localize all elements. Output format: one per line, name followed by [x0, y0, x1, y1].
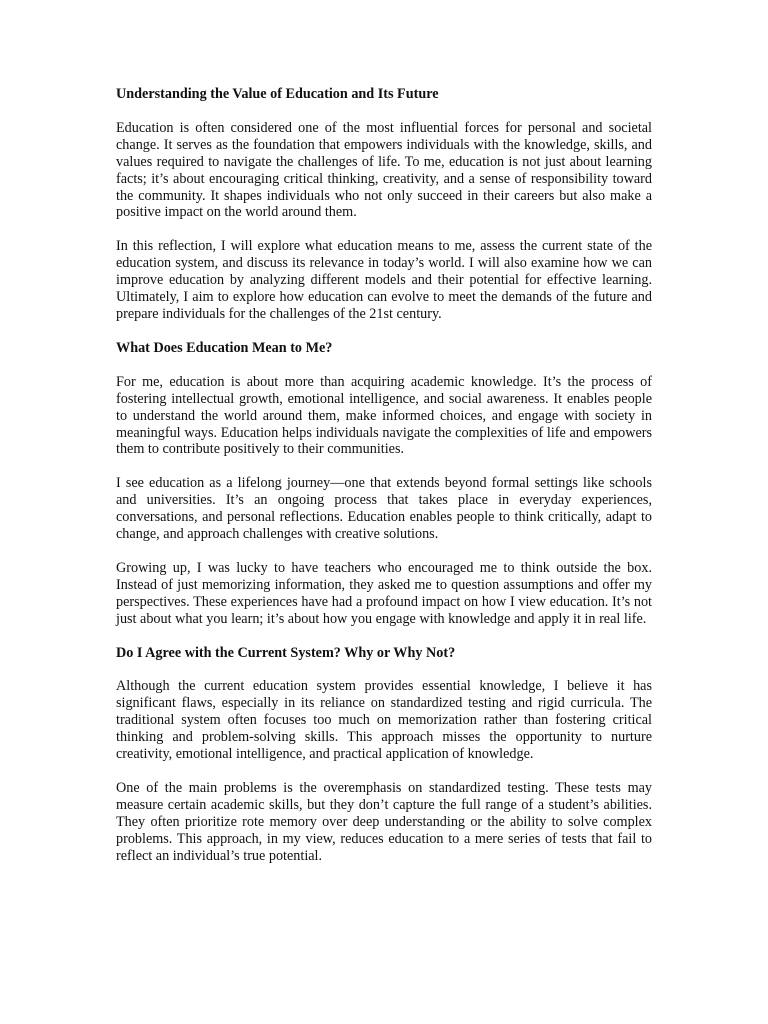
section2-paragraph-1: Although the current education system provides essential knowledge, I believe it has significant flaws, especially in its reliance on standardized testing and rigid curricula. The traditional system often focuses too much on memorization rather than fostering critical thinking and problem-solving skills. This approach misses the opportunity to nurture creativity, emotional intelligence, and practical application of knowledge. — [116, 678, 652, 763]
section2-paragraph-2: One of the main problems is the overemphasis on standardized testing. These tests may measure certain academic skills, but they don’t capture the full range of a student’s abilities. They often prioritize rote memory over deep understanding or the ability to solve complex problems. This approach, in my view, reduces education to a mere series of tests that fail to reflect an individual’s true potential. — [116, 780, 652, 864]
section1-paragraph-3: Growing up, I was lucky to have teachers who encouraged me to think outside the box. Instead of just memorizing information, they asked me to question assumptions and offer my perspectives. These experiences have had a profound impact on how I view education. It’s not just about what you learn; it’s about how you engage with knowledge and apply it in real life. — [116, 559, 652, 627]
document-title: Understanding the Value of Education and Its Future — [116, 86, 439, 102]
section1-paragraph-2: I see education as a lifelong journey—one that extends beyond formal settings like schools and universities. It’s an ongoing process that takes place in everyday experiences, conversations, and personal reflections. Education enables people to think critically, adapt to change, and approach challenges with creative solutions. — [116, 475, 652, 543]
document-page — [116, 86, 652, 882]
intro-paragraph-2: In this reflection, I will explore what education means to me, assess the current state of the education system, and discuss its relevance in today’s world. I will also examine how we can improve education by analyzing different models and their potential for effective learning. Ultimately, I aim to explore how education can evolve to meet the demands of the future and prepare individuals for the challenges of the 21st century. — [116, 238, 652, 322]
section-heading-current-system: Do I Agree with the Current System? Why or Why Not? — [116, 644, 456, 661]
section1-paragraph-1: For me, education is about more than acquiring academic knowledge. It’s the process of fostering intellectual growth, emotional intelligence, and social awareness. It enables people to understand the world around them, make informed choices, and engage with society in meaningful ways. Education helps individuals navigate the complexities of life and empowers them to contribute positively to their communities. — [116, 373, 652, 458]
section-heading-meaning: What Does Education Mean to Me? — [116, 339, 333, 356]
intro-paragraph-1: Education is often considered one of the most influential forces for personal and societal change. It serves as the foundation that empowers individuals with the knowledge, skills, and values required to navigate the challenges of life. To me, education is not just about learning facts; it’s about encouraging critical thinking, creativity, and a sense of responsibility toward the community. It shapes individuals who not only succeed in their careers but also make a positive impact on the world around them. — [116, 119, 652, 221]
